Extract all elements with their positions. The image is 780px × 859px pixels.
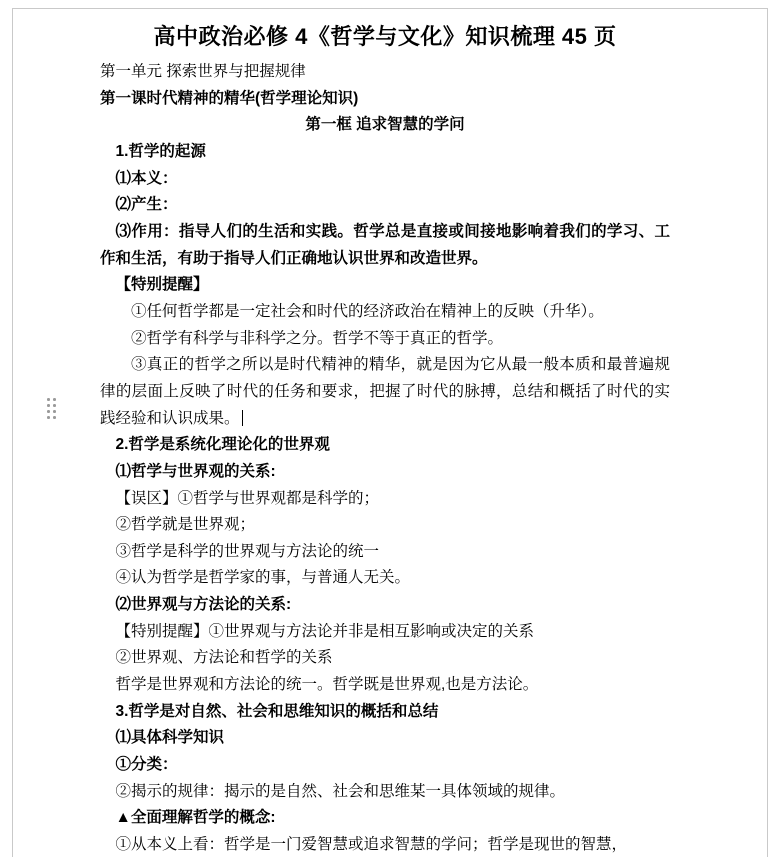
- doc-line: 第一课时代精神的精华(哲学理论知识): [100, 89, 359, 107]
- doc-line: 【特别提醒】①世界观与方法论并非是相互影响或决定的关系: [115, 622, 535, 640]
- document-body: [100, 20, 670, 859]
- doc-line: ②世界观、方法论和哲学的关系: [115, 649, 333, 667]
- doc-line: ①任何哲学都是一定社会和时代的经济政治在精神上的反映（升华）。: [131, 302, 604, 320]
- doc-line: ⑴哲学与世界观的关系:: [115, 462, 276, 480]
- doc-line: ④认为哲学是哲学家的事，与普通人无关。: [115, 569, 411, 587]
- doc-line: ②哲学有科学与非科学之分。哲学不等于真正的哲学。: [131, 329, 504, 347]
- doc-line: ⑵产生：: [115, 196, 178, 214]
- doc-line: 1.哲学的起源: [115, 142, 206, 160]
- doc-line: 3.哲学是对自然、社会和思维知识的概括和总结: [115, 702, 439, 720]
- doc-line: ②揭示的规律：揭示的是自然、社会和思维某一具体领域的规律。: [115, 782, 566, 800]
- doc-line: ⑶作用：指导人们的生活和实践。哲学总是直接或间接地影响着我们的学习、工作和生活，有助于指导人们正确地认识世界和改造世界。: [100, 222, 670, 267]
- doc-line: ①分类：: [115, 756, 178, 774]
- doc-line: 哲学是世界观和方法论的统一。哲学既是世界观,也是方法论。: [115, 676, 539, 694]
- doc-line: ⑴具体科学知识: [115, 729, 225, 747]
- doc-line: 【误区】①哲学与世界观都是科学的；: [115, 489, 380, 507]
- doc-line: 第一框 追求智慧的学问: [305, 116, 465, 134]
- drag-handle[interactable]: [47, 398, 57, 420]
- page-title: 高中政治必修 4《哲学与文化》知识梳理 45 页: [153, 24, 617, 49]
- doc-line: ①从本义上看：哲学是一门爱智慧或追求智慧的学问；哲学是现世的智慧，: [115, 836, 628, 854]
- doc-line: ③哲学是科学的世界观与方法论的统一: [115, 542, 380, 560]
- text-cursor: [242, 410, 243, 426]
- doc-line: 【特别提醒】: [115, 276, 209, 294]
- doc-line: ②哲学就是世界观；: [115, 516, 256, 534]
- doc-line: ⑵世界观与方法论的关系:: [115, 596, 292, 614]
- doc-line: ⑴本义：: [115, 169, 178, 187]
- doc-line: 第一单元 探索世界与把握规律: [100, 63, 306, 80]
- doc-line: ▲全面理解哲学的概念:: [115, 809, 276, 827]
- doc-line: 2.哲学是系统化理论化的世界观: [115, 436, 330, 454]
- doc-line-selected: ③真正的哲学之所以是时代精神的精华，就是因为它从最一般本质和最普遍规律的层面上反映了时代的任务和要求，把握了时代的脉搏，总结和概括了时代的实践经验和认识成果。: [100, 356, 670, 427]
